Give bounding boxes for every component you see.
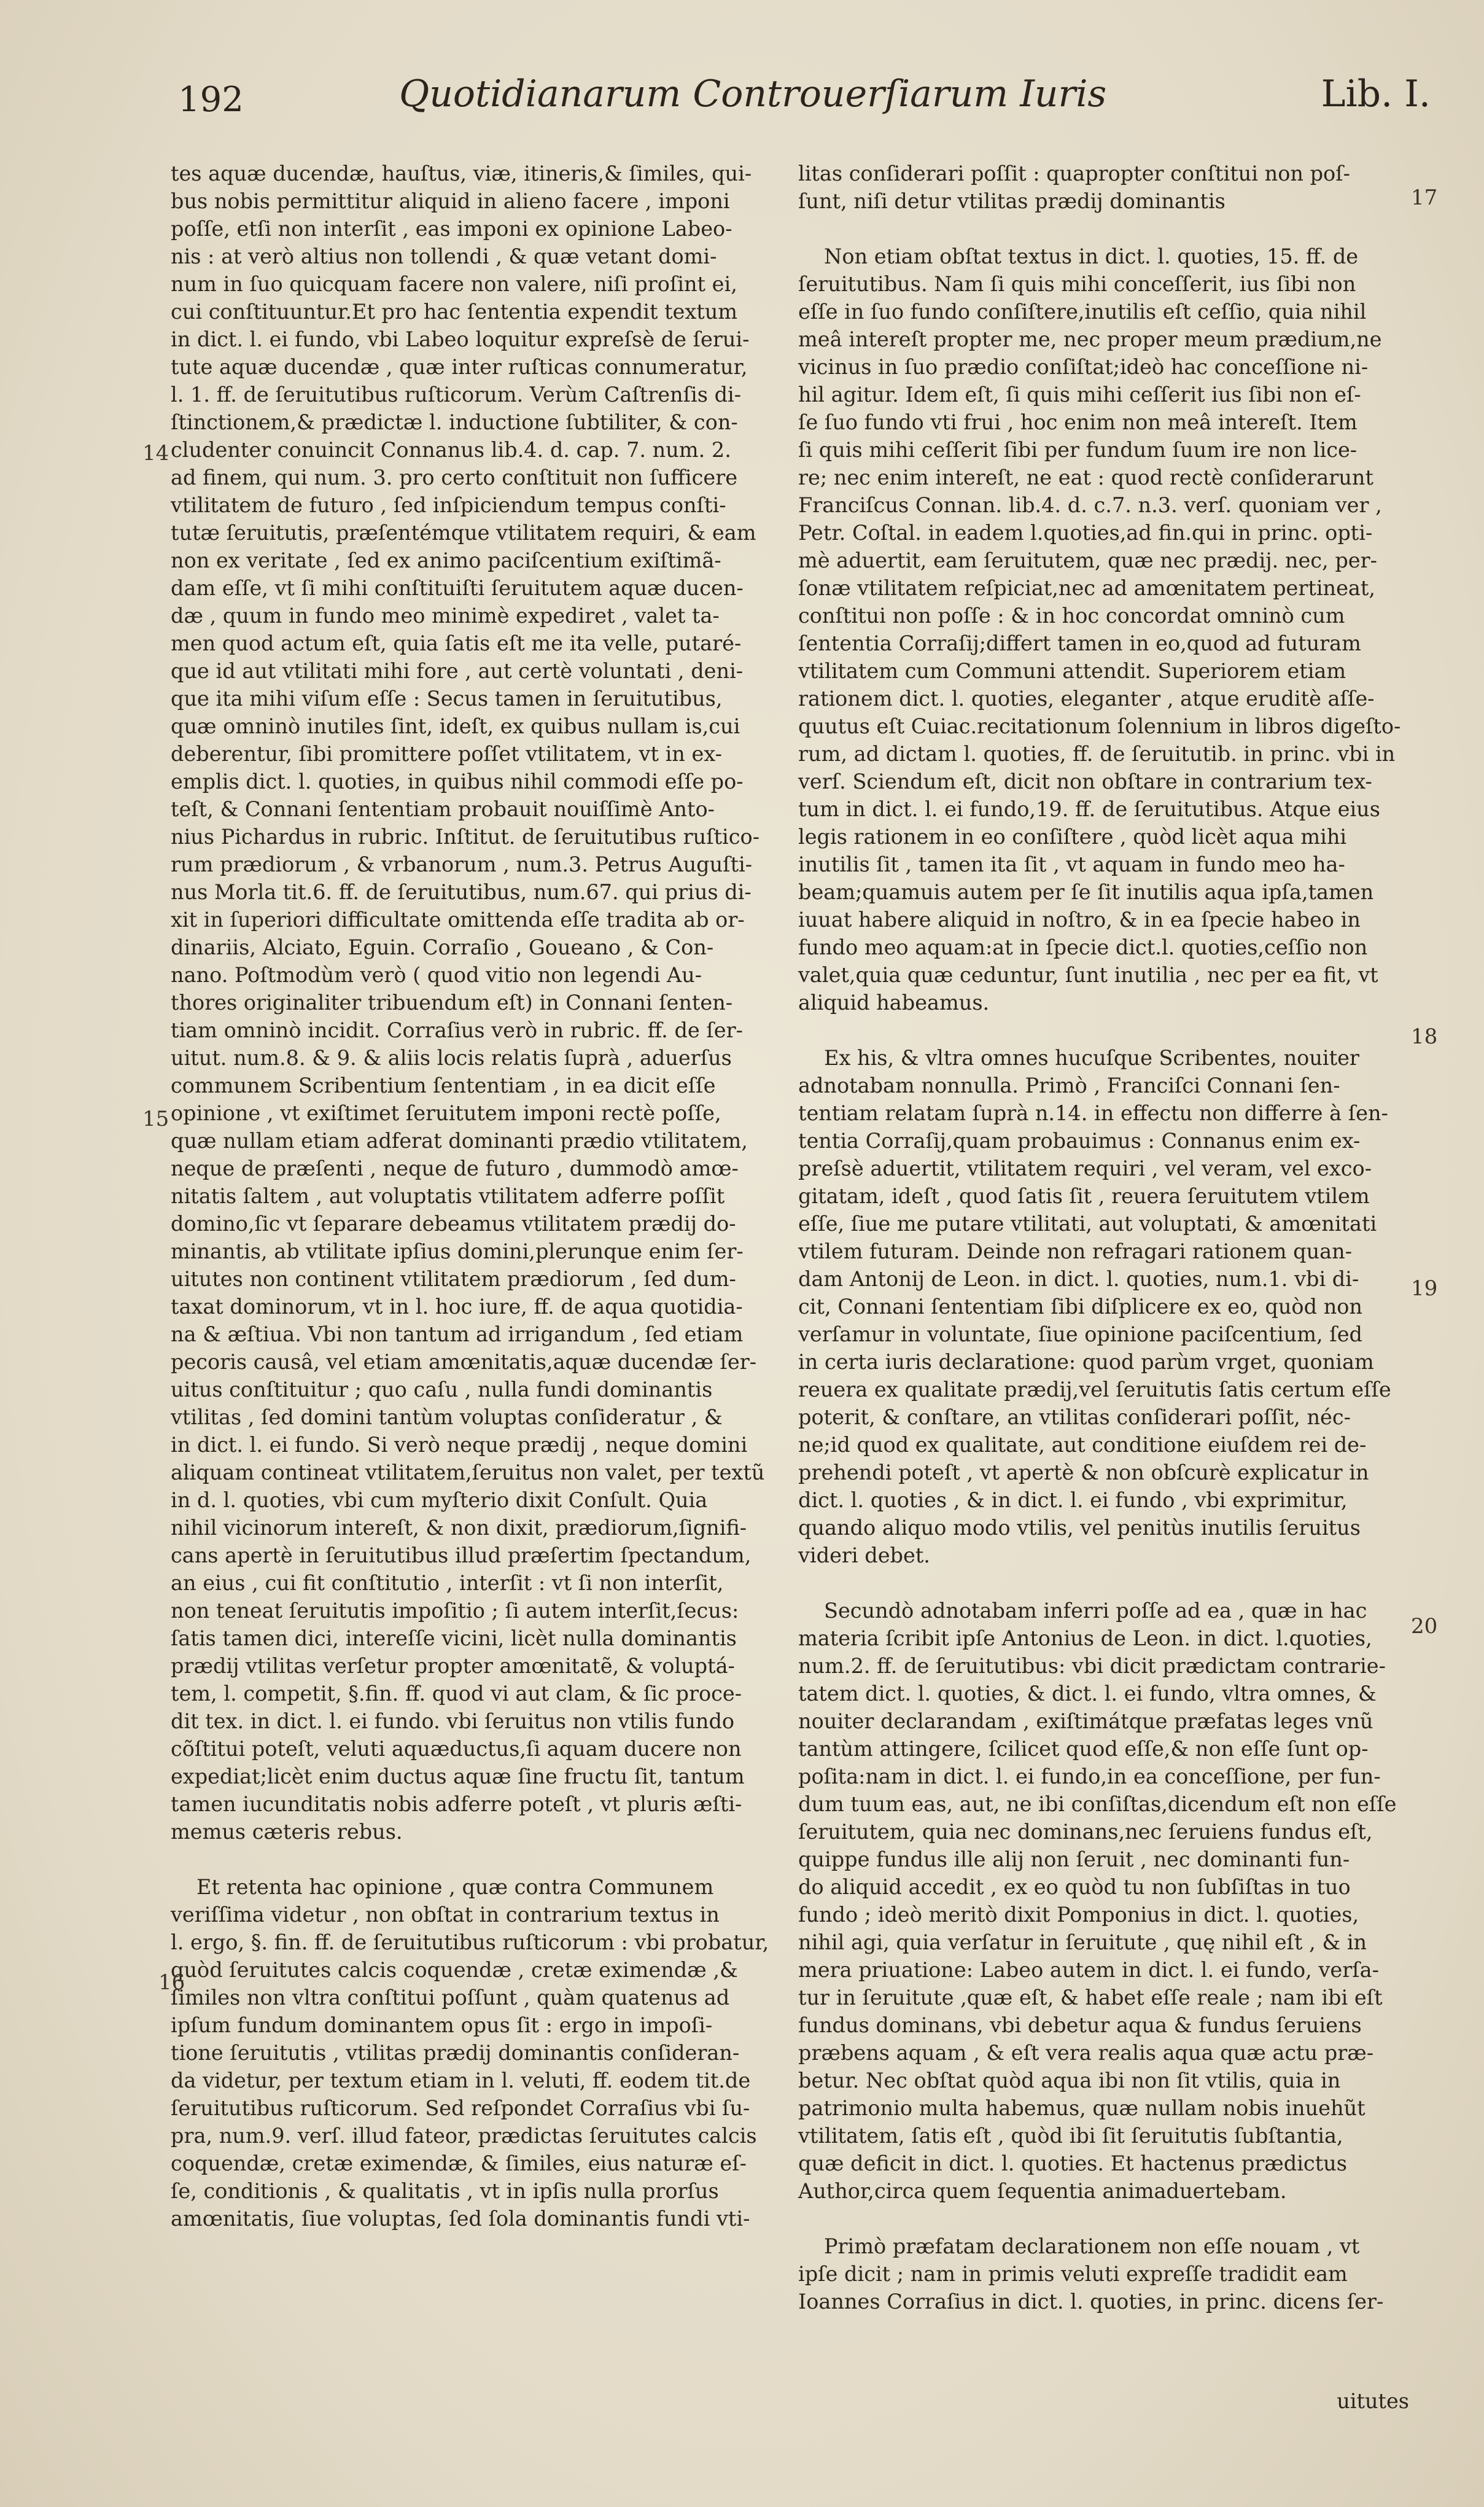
margin-number-15: 15 — [142, 1107, 169, 1131]
margin-number-17: 17 — [1411, 185, 1438, 210]
right-paragraph-2: Non etiam obſtat textus in dict. l. quoties, 15. ff. de ſeruitutibus. Nam ſi quis mihi conceſſerit, ius ſibi non eſſe in ſuo fundo conſiſtere,inutilis eſt ceſſio, quia nihil meâ intereſt propter me, nec proper meum prædium,ne vicinus in ſuo prædio conſiſtat;ideò hac conceſſione ni- hil agitur. Idem eſt, ſi quis mihi ceſſerit ius ſibi non eſ- ſe ſuo fundo vti frui , hoc enim non meâ intereſt. Item ſi quis mihi ceſſerit ſibi per fundum ſuum ire non lice- re; nec enim intereſt, ne eat : quod rectè conſiderarunt Franciſcus Connan. lib.4. d. c.7. n.3. verſ. quoniam ver , Petr. Coſtal. in eadem l.quoties,ad fin.qui in princ. opti- mè aduertit, eam ſeruitutem, quæ nec prædij. nec, per- ſonæ vtilitatem reſpiciat,nec ad amœnitatem pertineat, conſtitui non poſſe : & in hoc concordat omninò cum ſententia Corraſij;differt tamen in eo,quod ad futuram vtilitatem cum Communi attendit. Superiorem etiam rationem dict. l. quoties, eleganter , atque eruditè aſſe- quutus eſt Cuiac.recitationum ſolennium in libros digeſto- rum, ad dictam l. quoties, ff. de ſeruitutib. in princ. vbi in verſ. Sciendum eſt, dicit non obſtare in contrarium tex- tum in dict. l. ei fundo,19. ff. de ſeruitutibus. Atque eius legis rationem in eo conſiſtere , quòd licèt aqua mihi inutilis ſit , tamen ita ſit , vt aquam in fundo meo ha- beam;quamuis autem per ſe ſit inutilis aqua ipſa,tamen iuuat habere aliquid in noſtro, & in ea ſpecie habeo in fundo meo aquam:at in ſpecie dict.l. quoties,ceſſio non valet,quia quæ ceduntur, ſunt inutilia , nec per ea fit, vt aliquid habeamus. — [798, 244, 1401, 1015]
right-paragraph-1: litas conſiderari poſſit : quapropter conſtitui non poſ- ſunt, niſi detur vtilitas prædij dominantis — [798, 162, 1350, 213]
left-column — [171, 132, 785, 2260]
page-header — [178, 66, 1431, 128]
page-number: 192 — [178, 80, 244, 120]
margin-number-18: 18 — [1411, 1024, 1438, 1049]
running-title: Quotidianarum Controuerſiarum Iuris — [399, 72, 1107, 115]
left-paragraph-1: tes aquæ ducendæ, hauſtus, viæ, itineris,& ſimiles, qui- bus nobis permittitur aliquid in alieno facere , imponi poſſe, etſi non interſit , eas imponi ex opinione Labeo- nis : at verò altius non tollendi , & quæ vetant domi- num in ſuo quicquam facere non valere, niſi proſint ei, cui conſtituuntur.Et pro hac ſententia expendit textum in dict. l. ei fundo, vbi Labeo loquitur expreſsè de ſerui- tute aquæ ducendæ , quæ inter ruſticas connumeratur, l. 1. ff. de ſeruitutibus ruſticorum. Verùm Caſtrenſis di- ſtinctionem,& prædictæ l. inductione ſubtiliter, & con- cludenter conuincit Connanus lib.4. d. cap. 7. num. 2. ad finem, qui num. 3. pro certo conſtituit non ſufficere vtilitatem de futuro , ſed inſpiciendum tempus conſti- tutæ ſeruitutis, præſentémque vtilitatem requiri, & eam non ex veritate , ſed ex animo paciſcentium exiſtimã- dam eſſe, vt ſi mihi conſtituiſti ſeruitutem aquæ ducen- dæ , quum in fundo meo minimè expediret , valet ta- men quod actum eſt, quia ſatis eſt me ita velle, putaré- que id aut vtilitati mihi fore , aut certè voluntati , deni- que ita mihi viſum eſſe : Secus tamen in ſeruitutibus, quæ omninò inutiles ſint, ideſt, ex quibus nullam is,cui deberentur, ſibi promittere poſſet vtilitatem, vt in ex- emplis dict. l. quoties, in quibus nihil commodi eſſe po- teſt, & Connani ſententiam probauit nouiſſimè Anto- nius Pichardus in rubric. Inſtitut. de ſeruitutibus ruſtico- rum prædiorum , & vrbanorum , num.3. Petrus Auguſti- nus Morla tit.6. ff. de ſeruitutibus, num.67. qui prius di- xit in ſuperiori difficultate omittenda eſſe tradita ab or- dinariis, Alciato, Eguin. Corraſio , Goueano , & Con- nano. Poſtmodùm verò ( quod vitio non legendi Au- thores originaliter tribuendum eſt) in Connani ſenten- tiam omninò incidit. Corraſius verò in rubric. ff. de ſer- uitut. num.8. & 9. & aliis locis relatis ſuprà , aduerſus communem Scribentium ſententiam , in ea dicit eſſe opinione , vt exiſtimet ſeruitutem imponi rectè poſſe, quæ nullam etiam adferat dominanti prædio vtilitatem, neque de præſenti , neque de futuro , dummodò amœ- nitatis ſaltem , aut voluptatis vtilitatem adferre poſſit domino,ſic vt ſeparare debeamus vtilitatem prædij do- minantis, ab vtilitate ipſius domini,plerunque enim ſer- uitutes non continent vtilitatem prædiorum , ſed dum- taxat dominorum, vt in l. hoc iure, ff. de aqua quotidia- na & æſtiua. Vbi non tantum ad irrigandum , ſed etiam pecoris causâ, vel etiam amœnitatis,aquæ ducendæ ſer- uitus conſtituitur ; quo caſu , nulla fundi dominantis vtilitas , ſed domini tantùm voluptas conſideratur , & in dict. l. ei fundo. Si verò neque prædij , neque domini aliquam contineat vtilitatem,ſeruitus non valet, per textũ in d. l. quoties, vbi cum myſterio dixit Conſult. Quia nihil vicinorum intereſt, & non dixit, prædiorum,ſignifi- cans apertè in ſeruitutibus illud præſertim ſpectandum, an eius , cui fit conſtitutio , interſit : vt ſi non interſit, non teneat ſeruitutis impoſitio ; ſi autem interſit,ſecus: ſatis tamen dici, intereſſe vicini, licèt nulla dominantis prædij vtilitas verſetur propter amœnitatẽ, & voluptá- tem, l. competit, §.fin. ff. quod vi aut clam, & ſic proce- dit tex. in dict. l. ei fundo. vbi ſeruitus non vtilis fundo cõſtitui poteſt, veluti aquæductus,ſi aquam ducere non expediat;licèt enim ductus aquæ ſine fructu ſit, tantum tamen iucunditatis nobis adferre poteſt , vt pluris æſti- memus cæteris rebus. — [171, 162, 765, 1844]
right-paragraph-4: Secundò adnotabam inferri poſſe ad ea , quæ in hac materia ſcribit ipſe Antonius de Leon. in dict. l.quoties, num.2. ff. de ſeruitutibus: vbi dicit prædictam contrarie- tatem dict. l. quoties, & dict. l. ei fundo, vltra omnes, & nouiter declarandam , exiſtimátque præfatas leges vnũ tantùm attingere, ſcilicet quod eſſe,& non eſſe ſunt op- poſita:nam in dict. l. ei fundo,in ea conceſſione, per fun- dum tuum eas, aut, ne ibi conſiſtas,dicendum eſt non eſſe ſeruitutem, quia nec dominans,nec ſeruiens fundus eſt, quippe fundus ille alij non ſeruit , nec dominanti fun- do aliquid accedit , ex eo quòd tu non ſubſiſtas in tuo fundo ; ideò meritò dixit Pomponius in dict. l. quoties, nihil agi, quia verſatur in ſeruitute , quę nihil eſt , & in mera priuatione: Labeo autem in dict. l. ei fundo, verſa- tur in ſeruitute ,quæ eſt, & habet eſſe reale ; nam ibi eſt fundus dominans, vbi debetur aqua & fundus ſeruiens præbens aquam , & eſt vera realis aqua quæ actu præ- betur. Nec obſtat quòd aqua ibi non ſit vtilis, quia in patrimonio multa habemus, quæ nullam nobis inuehũt vtilitatem, ſatis eſt , quòd ibi ſit ſeruitutis ſubſtantia, quæ deficit in dict. l. quoties. Et hactenus prædictus Author,circa quem ſequentia animaduertebam. — [798, 1599, 1397, 2203]
right-column — [798, 132, 1408, 2343]
right-paragraph-5: Primò præfatam declarationem non eſſe nouam , vt ipſe dicit ; nam in primis veluti expreſſe tradidit eam Ioannes Corraſius in dict. l. quoties, in princ. dicens ſer- — [798, 2234, 1384, 2314]
right-paragraph-3: Ex his, & vltra omnes hucuſque Scribentes, nouiter adnotabam nonnulla. Primò , Franciſci Connani ſen- tentiam relatam ſuprà n.14. in effectu non differre à ſen- tentia Corraſij,quam probauimus : Connanus enim ex- preſsè aduertit, vtilitatem requiri , vel veram, vel exco- gitatam, ideſt , quod ſatis ſit , reuera ſeruitutem vtilem eſſe, ſiue me putare vtilitati, aut voluptati, & amœnitati vtilem futuram. Deinde non refragari rationem quan- dam Antonij de Leon. in dict. l. quoties, num.1. vbi di- cit, Connani ſententiam ſibi diſplicere ex eo, quòd non verſamur in voluntate, ſiue opinione paciſcentium, ſed in certa iuris declaratione: quod parùm vrget, quoniam reuera ex qualitate prædij,vel ſeruitutis ſatis certum eſſe poterit, & conſtare, an vtilitas conſiderari poſſit, néc- ne;id quod ex qualitate, aut conditione eiuſdem rei de- prehendi poteſt , vt apertè & non obſcurè explicatur in dict. l. quoties , & in dict. l. ei fundo , vbi exprimitur, quando aliquo modo vtilis, vel penitùs inutilis ſeruitus videri debet. — [798, 1046, 1391, 1567]
left-paragraph-2: Et retenta hac opinione , quæ contra Communem veriſſima videtur , non obſtat in contrarium textus in l. ergo, §. fin. ff. de ſeruitutibus ruſticorum : vbi probatur, quòd ſeruitutes calcis coquendæ , cretæ eximendæ ,& ſimiles non vltra conſtitui poſſunt , quàm quatenus ad ipſum fundum dominantem opus ſit : ergo in impoſi- tione ſeruitutis , vtilitas prædij dominantis conſideran- da videtur, per textum etiam in l. veluti, ff. eodem tit.de ſeruitutibus ruſticorum. Sed reſpondet Corraſius vbi ſu- pra, num.9. verſ. illud fateor, prædictas ſeruitutes calcis coquendæ, cretæ eximendæ, & ſimiles, eius naturæ eſ- ſe, conditionis , & qualitatis , vt in ipſis nulla prorſus amœnitatis, ſiue voluptas, ſed ſola dominantis fundi vti- — [171, 1875, 769, 2231]
margin-number-19: 19 — [1411, 1276, 1438, 1301]
margin-number-20: 20 — [1411, 1614, 1438, 1639]
margin-number-16: 16 — [158, 1970, 185, 1995]
catchword: uitutes — [1337, 2389, 1409, 2413]
margin-number-14: 14 — [142, 441, 169, 466]
book-label: Lib. I. — [1321, 72, 1431, 115]
